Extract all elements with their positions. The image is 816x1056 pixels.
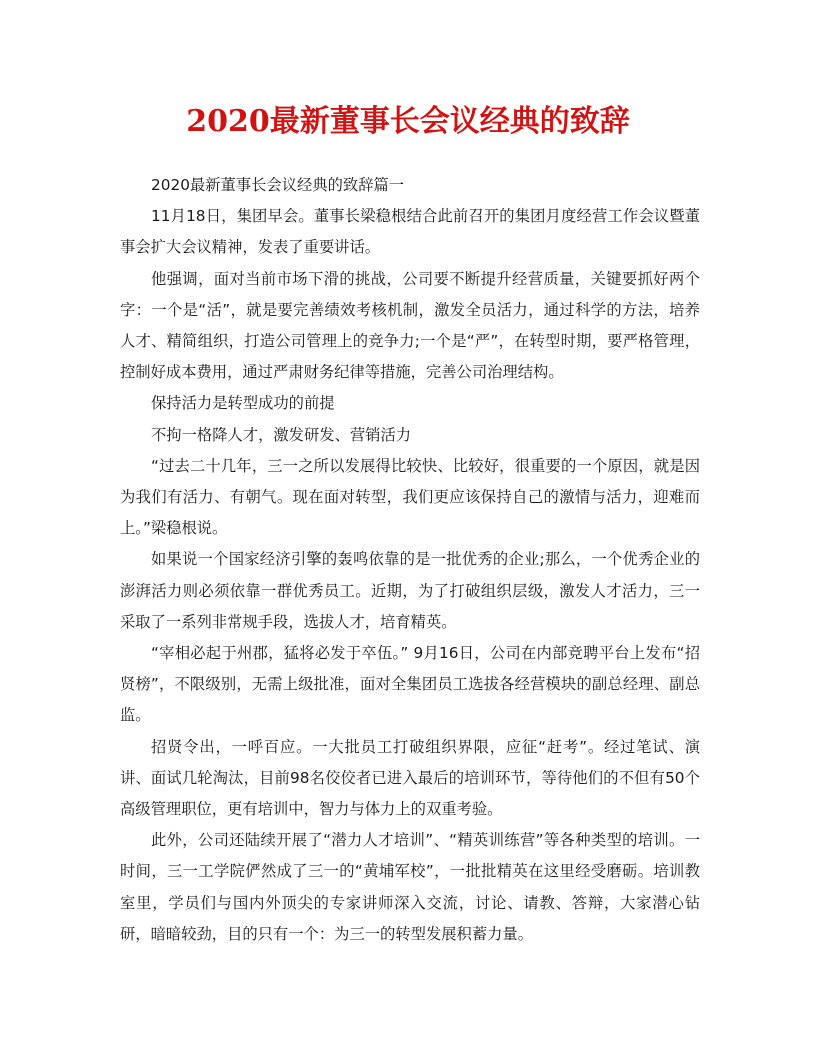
document-body: [120, 170, 700, 950]
paragraph-subheading-vitality: 保持活力是转型成功的前提: [151, 394, 335, 413]
paragraph-selection: 招贤令出，一呼百应。一大批员工打破组织界限，应征“赶考”。经过笔试、演讲、面试几轮淘汰，目前98名佼佼者已进入最后的培训环节，等待他们的不但有50个高级管理职位，更有培训中，智力与体力上的双重考验。: [120, 737, 700, 819]
paragraph-training: 此外，公司还陆续开展了“潜力人才培训”、“精英训练营”等各种类型的培训。一时间，三一工学院俨然成了三一的“黄埔军校”，一批批精英在这里经受磨砺。培训教室里，学员们与国内外顶尖的专家讲师深入交流，讨论、请教、答辩，大家潜心钻研，暗暗较劲，目的只有一个：为三一的转型发展积蓄力量。: [120, 831, 700, 943]
paragraph-emphasis: 他强调，面对当前市场下滑的挑战，公司要不断提升经营质量，关键要抓好两个字：一个是“活”，就是要完善绩效考核机制，激发全员活力，通过科学的方法，培养人才、精简组织，打造公司管理上的竞争力;一个是“严”，在转型时期，要严格管理，控制好成本费用，通过严肃财务纪律等措施，完善公司治理结构。: [120, 269, 700, 382]
paragraph-section-heading: 2020最新董事长会议经典的致辞篇一: [151, 176, 405, 194]
paragraph-quote: “过去二十几年，三一之所以发展得比较快、比较好，很重要的一个原因，就是因为我们有活力、有朝气。现在面对转型，我们更应该保持自己的激情与活力，迎难而上。”梁稳根说。: [120, 456, 700, 538]
document-title: 2020最新董事长会议经典的致辞: [186, 104, 630, 139]
paragraph-recruitment: “宰相必起于州郡，猛将必发于卒伍。” 9月16日，公司在内部竞聘平台上发布“招贤榜”，不限级别，无需上级批准，面对全集团员工选拔各经营模块的副总经理、副总监。: [120, 644, 700, 725]
paragraph-morning-meeting: 11月18日，集团早会。董事长梁稳根结合此前召开的集团月度经营工作会议暨董事会扩大会议精神，发表了重要讲话。: [120, 207, 700, 257]
paragraph-subheading-talent: 不拘一格降人才，激发研发、营销活力: [151, 425, 412, 444]
paragraph-engine: 如果说一个国家经济引擎的轰鸣依靠的是一批优秀的企业;那么，一个优秀企业的澎湃活力则必须依靠一群优秀员工。近期，为了打破组织层级，激发人才活力，三一采取了一系列非常规手段，选拔人才，培育精英。: [120, 550, 700, 631]
